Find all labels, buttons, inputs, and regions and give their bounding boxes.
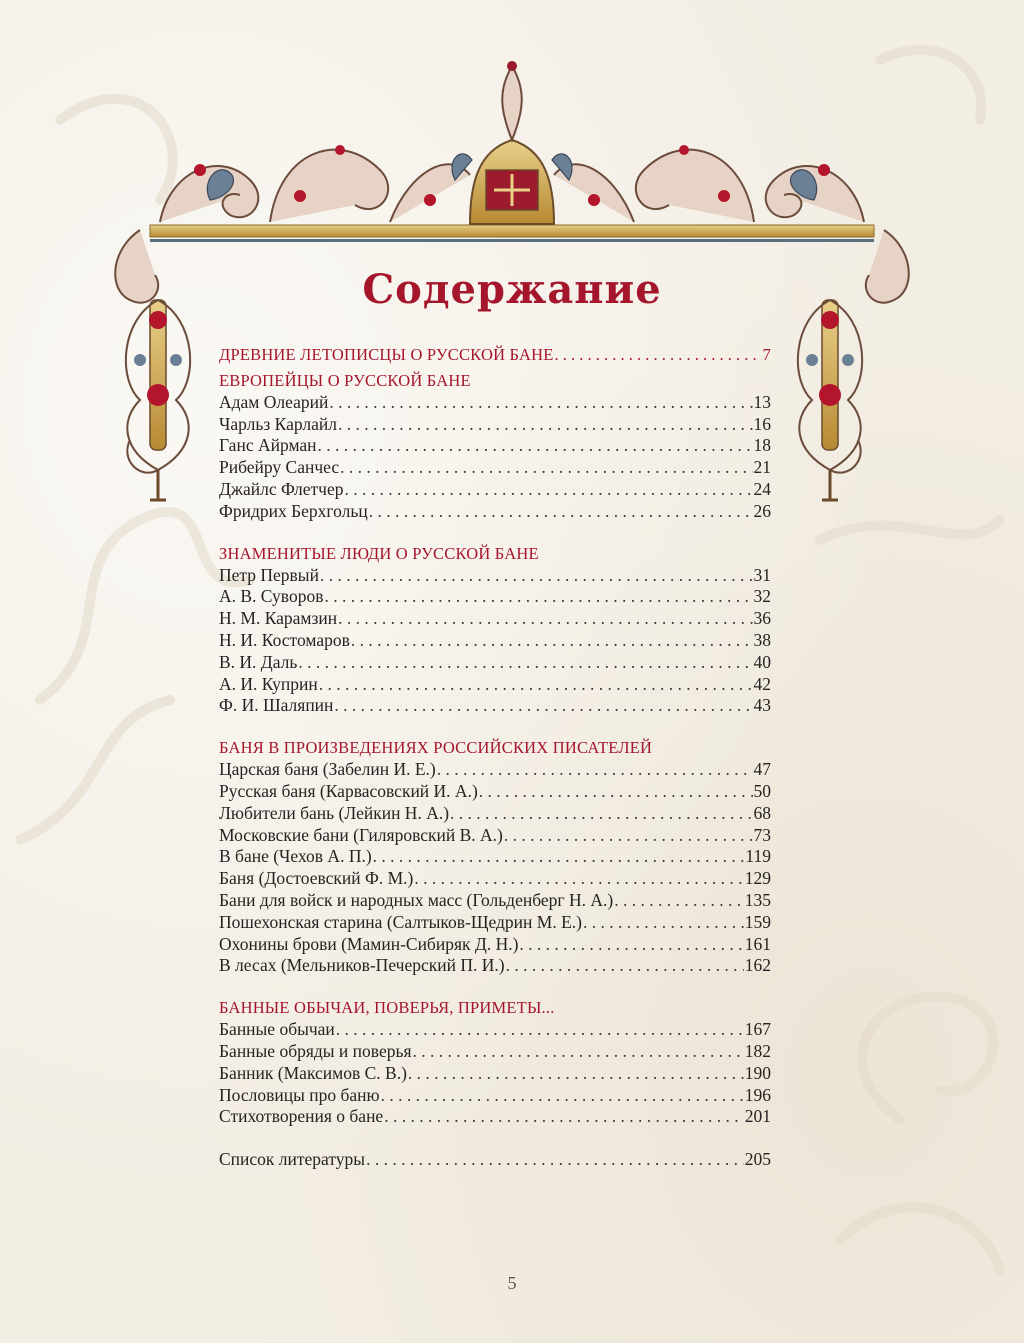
toc-entry[interactable] (219, 1041, 771, 1063)
dot-leader (583, 912, 744, 934)
toc-page-number: 119 (745, 846, 771, 867)
toc-entry[interactable] (219, 1106, 771, 1128)
toc-entry[interactable] (219, 652, 771, 674)
toc-entry-label: Пословицы про баню (219, 1084, 380, 1105)
toc-entry[interactable] (219, 457, 771, 479)
toc-page-number: 18 (753, 435, 771, 456)
toc-entry[interactable] (219, 695, 771, 717)
toc-entry[interactable] (219, 759, 771, 781)
toc-entry[interactable] (219, 803, 771, 825)
toc-entry[interactable] (219, 435, 771, 457)
toc-entry-label: В. И. Даль (219, 651, 298, 672)
toc-page-number: 162 (744, 955, 771, 976)
dot-leader (414, 868, 743, 890)
dot-leader (450, 803, 752, 825)
section-heading: БАННЫЕ ОБЫЧАИ, ПОВЕРЬЯ, ПРИМЕТЫ... (219, 998, 555, 1018)
toc-entry-label: ДРЕВНИЕ ЛЕТОПИСЦЫ О РУССКОЙ БАНЕ (219, 345, 554, 364)
toc-entry-label: В бане (Чехов А. П.) (219, 846, 372, 867)
toc-entry[interactable] (219, 479, 771, 501)
toc-entry-label: Список литературы (219, 1149, 366, 1170)
toc-page-number: 40 (753, 651, 771, 672)
toc-page-number: 73 (753, 824, 771, 845)
page-number-folio: 5 (507, 1273, 517, 1293)
toc-entry[interactable] (219, 1085, 771, 1107)
toc-entry-label: Н. М. Карамзин (219, 608, 338, 629)
dot-leader (614, 890, 744, 912)
dot-leader (298, 652, 752, 674)
toc-entry[interactable] (219, 912, 771, 934)
dot-leader (329, 392, 752, 414)
toc-entry[interactable] (219, 846, 771, 868)
toc-page-number: 38 (753, 629, 771, 650)
toc-page-number: 36 (753, 608, 771, 629)
dot-leader (366, 1149, 744, 1171)
toc-entry-label: В лесах (Мельников-Печерский П. И.) (219, 955, 505, 976)
toc-entry[interactable] (219, 825, 771, 847)
toc-entry-label: Банник (Максимов С. В.) (219, 1062, 407, 1083)
dot-leader (384, 1106, 744, 1128)
toc-entry-label: Джайлс Флетчер (219, 478, 344, 499)
toc-page-number: 13 (753, 391, 771, 412)
toc-entry-label: Царская баня (Забелин И. Е.) (219, 759, 436, 780)
section-heading: ЗНАМЕНИТЫЕ ЛЮДИ О РУССКОЙ БАНЕ (219, 543, 539, 563)
toc-entry-label: Любители бань (Лейкин Н. А.) (219, 802, 450, 823)
dot-leader (504, 825, 753, 847)
toc-page-number: 21 (753, 457, 771, 478)
toc-entry-label: Пошехонская старина (Салтыков-Щедрин М. Е.) (219, 911, 582, 932)
toc-page-number: 32 (753, 586, 771, 607)
toc-entry-label: Охонины брови (Мамин-Сибиряк Д. Н.) (219, 933, 519, 954)
toc-entry-bibliography[interactable] (219, 1149, 771, 1171)
toc-page-number: 167 (744, 1019, 771, 1040)
dot-leader (369, 501, 753, 523)
toc-entry[interactable] (219, 781, 771, 803)
toc-entry[interactable] (219, 565, 771, 587)
toc-entry[interactable] (219, 586, 771, 608)
dot-leader (437, 759, 753, 781)
dot-leader (320, 565, 753, 587)
dot-leader (318, 435, 753, 457)
toc-entry-label: Ганс Айрман (219, 435, 317, 456)
toc-entry[interactable] (219, 630, 771, 652)
toc-entry-top[interactable] (219, 344, 771, 366)
toc-page-number: 196 (744, 1084, 771, 1105)
toc-page-number: 26 (753, 500, 771, 521)
dot-leader (344, 479, 752, 501)
dot-leader (334, 695, 752, 717)
toc-page-number: 135 (744, 889, 771, 910)
dot-leader (479, 781, 753, 803)
toc-entry[interactable] (219, 934, 771, 956)
dot-leader (338, 414, 753, 436)
dot-leader (554, 344, 761, 366)
toc-page-number: 50 (753, 780, 771, 801)
toc-page-number: 43 (753, 695, 771, 716)
toc-entry-label: А. И. Куприн (219, 673, 318, 694)
toc-page-number: 7 (762, 345, 771, 364)
toc-page-number: 201 (744, 1106, 771, 1127)
toc-entry-label: Адам Олеарий (219, 391, 329, 412)
toc-entry-label: Фридрих Берхгольц (219, 500, 368, 521)
toc-entry-label: Н. И. Костомаров (219, 629, 350, 650)
toc-page-number: 24 (753, 478, 771, 499)
toc-page-number: 129 (744, 868, 771, 889)
toc-page-number: 16 (753, 413, 771, 434)
toc-entry[interactable] (219, 392, 771, 414)
toc-entry-label: Банные обряды и поверья (219, 1040, 412, 1061)
toc-entry[interactable] (219, 955, 771, 977)
toc-entry-label: Ф. И. Шаляпин (219, 695, 334, 716)
toc-page-number: 205 (744, 1149, 771, 1170)
toc-entry-label: Петр Первый (219, 564, 319, 585)
toc-entry-label: Русская баня (Карвасовский И. А.) (219, 780, 478, 801)
toc-entry[interactable] (219, 1063, 771, 1085)
dot-leader (373, 846, 745, 868)
toc-entry[interactable] (219, 501, 771, 523)
toc-entry[interactable] (219, 414, 771, 436)
toc-entry-label: Московские бани (Гиляровский В. А.) (219, 824, 503, 845)
toc-page-number: 182 (744, 1040, 771, 1061)
toc-entry[interactable] (219, 868, 771, 890)
dot-leader (319, 674, 753, 696)
dot-leader (519, 934, 743, 956)
toc-entry[interactable] (219, 608, 771, 630)
dot-leader (351, 630, 753, 652)
toc-page-number: 47 (753, 759, 771, 780)
section-heading: БАНЯ В ПРОИЗВЕДЕНИЯХ РОССИЙСКИХ ПИСАТЕЛЕЙ (219, 738, 653, 758)
dot-leader (340, 457, 752, 479)
toc-entry-label: А. В. Суворов (219, 586, 324, 607)
table-of-contents (219, 344, 771, 1171)
toc-entry[interactable] (219, 1019, 771, 1041)
toc-page-number: 68 (753, 802, 771, 823)
dot-leader (324, 586, 752, 608)
dot-leader (381, 1085, 744, 1107)
toc-entry-label: Бани для войск и народных масс (Гольденберг Н. А.) (219, 889, 614, 910)
toc-page-number: 31 (753, 564, 771, 585)
page-title: Содержание (362, 266, 662, 313)
toc-entry-label: Банные обычаи (219, 1019, 335, 1040)
toc-entry[interactable] (219, 674, 771, 696)
toc-page-number: 42 (753, 673, 771, 694)
dot-leader (338, 608, 752, 630)
dot-leader (408, 1063, 744, 1085)
toc-entry-label: Чарльз Карлайл (219, 413, 337, 434)
dot-leader (413, 1041, 744, 1063)
toc-page-number: 190 (744, 1062, 771, 1083)
toc-entry[interactable] (219, 890, 771, 912)
toc-entry-label: Баня (Достоевский Ф. М.) (219, 868, 414, 889)
section-heading: ЕВРОПЕЙЦЫ О РУССКОЙ БАНЕ (219, 370, 471, 390)
toc-entry-label: Рибейру Санчес (219, 457, 340, 478)
dot-leader (506, 955, 744, 977)
toc-entry-label: Стихотворения о бане (219, 1106, 384, 1127)
dot-leader (336, 1019, 744, 1041)
toc-page-number: 161 (744, 933, 771, 954)
toc-page-number: 159 (744, 911, 771, 932)
